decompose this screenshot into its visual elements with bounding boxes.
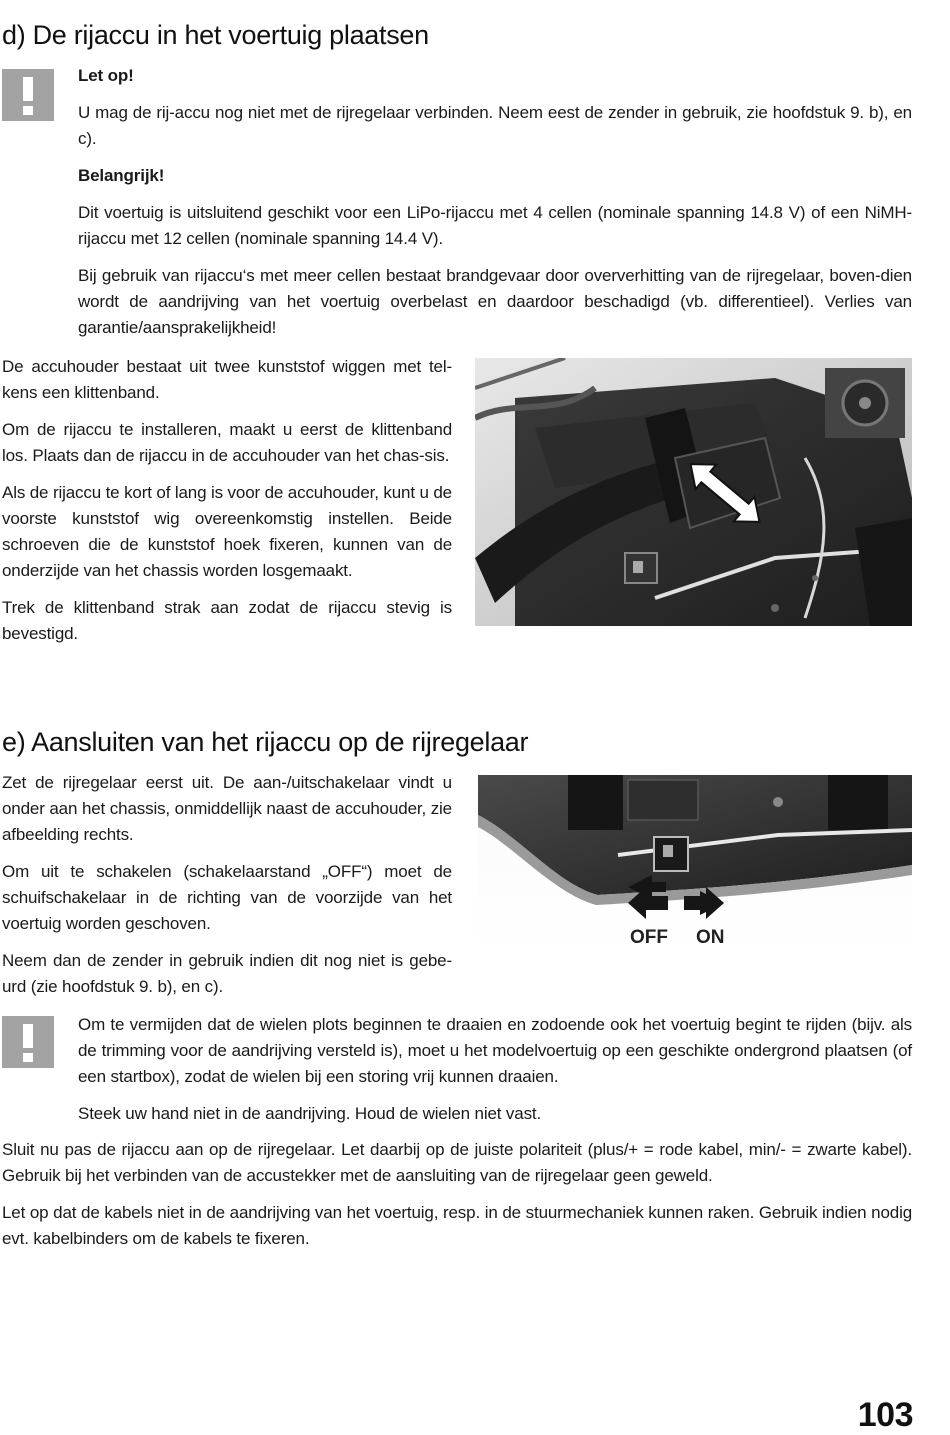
important-text-2: Bij gebruik van rijaccu‘s met meer cellen bestaat brandgevaar door oververhitting van de rijregelaar, boven-dien wordt de aandrijving van het voertuig overbelast en daardoor beschadigd (vb. differentieel). Verlies van garantie/aansprakelijkheid! (78, 266, 912, 337)
note-text: U mag de rij-accu nog niet met de rijregelaar verbinden. Neem eest de zender in gebruik, zie hoofdstuk 9. b), en c). (78, 103, 912, 148)
section-e-body-bottom (2, 1137, 912, 1252)
paragraph: Om uit te schakelen (schakelaarstand „OFF“) moet de schuifschakelaar in de richting van de voorzijde van het voertuig worden geschoven. (2, 862, 452, 933)
paragraph: De accuhouder bestaat uit twee kunststof wiggen met tel-kens een klittenband. (2, 357, 452, 402)
warning-text-2: Steek uw hand niet in de aandrijving. Houd de wielen niet vast. (78, 1104, 542, 1123)
section-d-heading: d) De rijaccu in het voertuig plaatsen (2, 20, 429, 50)
section-d-body (2, 354, 452, 647)
switch-photo (478, 775, 912, 955)
warning-block-d (78, 63, 912, 341)
paragraph: Zet de rijregelaar eerst uit. De aan-/uitschakelaar vindt u onder aan het chassis, onmiddellijk naast de accuhouder, zie afbeelding rechts. (2, 773, 452, 844)
important-title: Belangrijk! (78, 166, 165, 185)
paragraph: Trek de klittenband strak aan zodat de rijaccu stevig is bevestigd. (2, 598, 452, 643)
warning-block-e (78, 1012, 912, 1127)
paragraph: Let op dat de kabels niet in de aandrijving van het voertuig, resp. in de stuurmechaniek kunnen raken. Gebruik indien nodig evt. kabelbinders om de kabels te fixeren. (2, 1203, 912, 1248)
off-on-arrows (626, 885, 726, 921)
paragraph: Om de rijaccu te installeren, maakt u eerst de klittenband los. Plaats dan de rijaccu in de accuhouder van het chas-sis. (2, 420, 452, 465)
paragraph: Als de rijaccu te kort of lang is voor de accuhouder, kunt u de voorste kunststof wig overeenkomstig instellen. Beide schroeven die de kunststof hoek fixeren, kunnen van de onderzijde van het chassis worden losgemaakt. (2, 483, 452, 580)
page-number: 103 (857, 1396, 913, 1434)
on-label: ON (696, 927, 725, 948)
off-label: OFF (630, 927, 668, 948)
warning-text-1: Om te vermijden dat de wielen plots beginnen te draaien en zodoende ook het voertuig begint te rijden (bijv. als de trimming voor de aandrijving versteld is), moet u het modelvoertuig op een geschikte ondergrond plaatsen (of een startbox), zodat de wielen bij een storing vrij kunnen draaien. (78, 1015, 912, 1086)
section-e-heading: e) Aansluiten van het rijaccu op de rijregelaar (2, 727, 529, 757)
paragraph: Neem dan de zender in gebruik indien dit nog niet is gebe-urd (zie hoofdstuk 9. b), en c). (2, 951, 452, 996)
note-title: Let op! (78, 66, 134, 85)
exclamation-icon (2, 1016, 54, 1068)
section-e-body-top (2, 770, 452, 1000)
important-text-1: Dit voertuig is uitsluitend geschikt voor een LiPo-rijaccu met 4 cellen (nominale spanning 14.8 V) of een NiMH-rijaccu met 12 cellen (nominale spanning 14.4 V). (78, 203, 912, 248)
exclamation-icon (2, 69, 54, 121)
paragraph: Sluit nu pas de rijaccu aan op de rijregelaar. Let daarbij op de juiste polariteit (plus/+ = rode kabel, min/- = zwarte kabel). Gebruik bij het verbinden van de accustekker met de aansluiting van de rijregelaar geen geweld. (2, 1140, 912, 1185)
battery-holder-photo (475, 358, 912, 626)
